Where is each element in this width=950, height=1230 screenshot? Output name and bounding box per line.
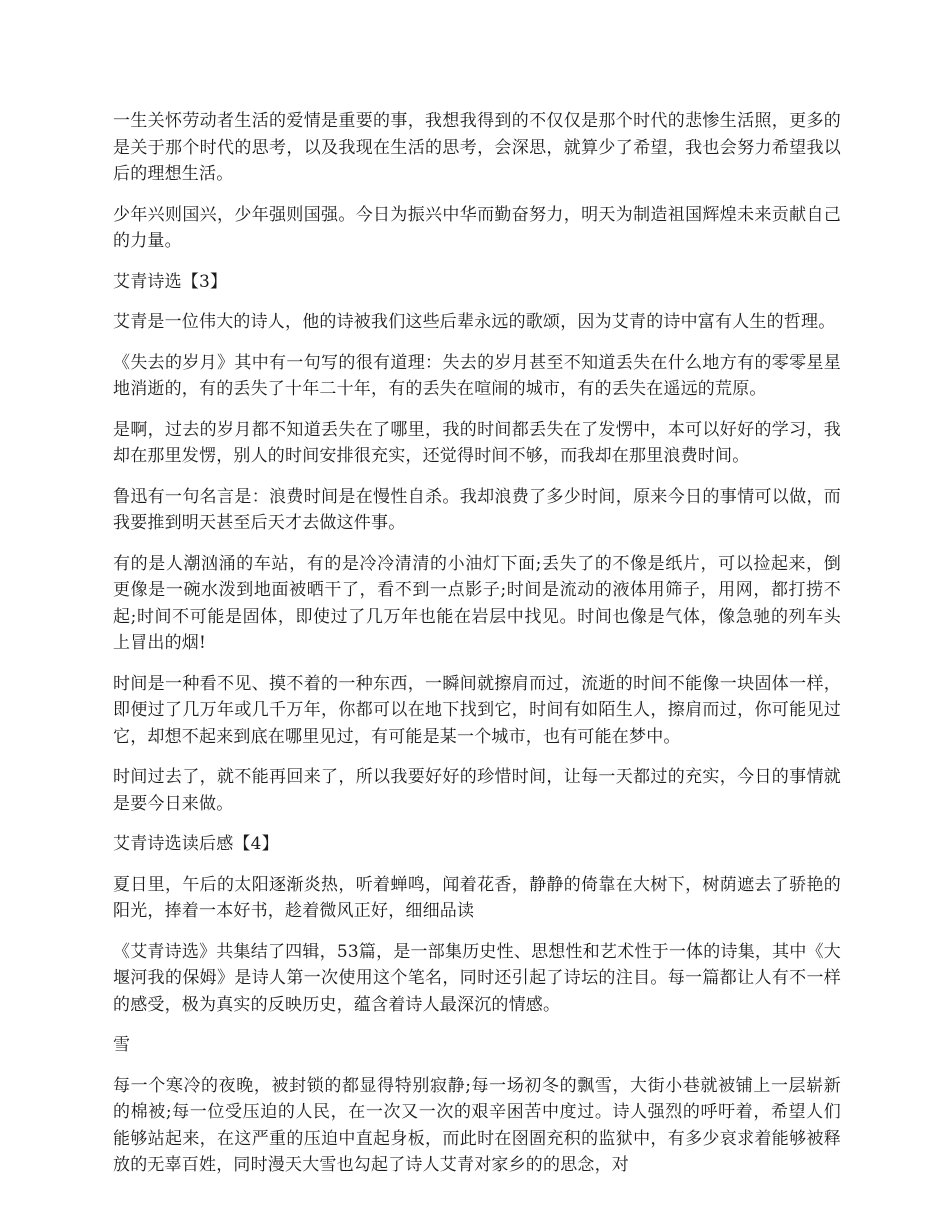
paragraph-7: 有的是人潮汹涌的车站，有的是冷冷清清的小油灯下面;丢失了的不像是纸片，可以捡起来，倒更像是一碗水泼到地面被晒干了，看不到一点影子;时间是流动的液体用筛子，用网，都打捞不起;时间不可能是固体，即使过了几万年也能在岩层中找见。时间也像是气体，像急驰的列车头上冒出的烟!	[113, 553, 841, 653]
section-heading-snow: 雪	[113, 1035, 131, 1055]
document-body	[113, 108, 841, 1193]
paragraph-4: 《失去的岁月》其中有一句写的很有道理：失去的岁月甚至不知道丢失在什么地方有的零零星星地消逝的，有的丢失了十年二十年，有的丢失在喧闹的城市，有的丢失在遥远的荒原。	[113, 352, 841, 399]
paragraph-6: 鲁迅有一句名言是：浪费时间是在慢性自杀。我却浪费了多少时间，原来今日的事情可以做，而我要推到明天甚至后天才去做这件事。	[113, 486, 841, 533]
paragraph-3: 艾青是一位伟大的诗人，他的诗被我们这些后辈永远的歌颂，因为艾青的诗中富有人生的哲理。	[113, 312, 836, 332]
paragraph-9: 时间过去了，就不能再回来了，所以我要好好的珍惜时间，让每一天都过的充实，今日的事情就是要今日来做。	[113, 767, 841, 814]
paragraph-5: 是啊，过去的岁月都不知道丢失在了哪里，我的时间都丢失在了发愣中，本可以好好的学习，我却在那里发愣，别人的时间安排很充实，还觉得时间不够，而我却在那里浪费时间。	[113, 419, 841, 466]
section-heading-3: 艾青诗选【3】	[113, 271, 228, 292]
section-heading-4: 艾青诗选读后感【4】	[113, 834, 279, 854]
paragraph-12: 每一个寒冷的夜晚，被封锁的都显得特别寂静;每一场初冬的飘雪，大街小巷就被铺上一层崭新的棉被;每一位受压迫的人民，在一次又一次的艰辛困苦中度过。诗人强烈的呼吁着，希望人们能够站起来，在这严重的压迫中直起身板，而此时在囹圄充积的监狱中，有多少哀求着能够被释放的无辜百姓，同时漫天大雪也勾起了诗人艾青对家乡的的思念，对	[113, 1075, 841, 1175]
paragraph-8: 时间是一种看不见、摸不着的一种东西，一瞬间就擦肩而过，流逝的时间不能像一块固体一样，即便过了几万年或几千万年，你都可以在地下找到它，时间有如陌生人，擦肩而过，你可能见过它，却想不起来到底在哪里见过，有可能是某一个城市，也有可能在梦中。	[113, 673, 841, 747]
paragraph-1: 一生关怀劳动者生活的爱情是重要的事，我想我得到的不仅仅是那个时代的悲惨生活照，更多的是关于那个时代的思考，以及我现在生活的思考，会深思，就算少了希望，我也会努力希望我以后的理想生活。	[113, 111, 841, 184]
paragraph-11: 《艾青诗选》共集结了四辑，53篇，是一部集历史性、思想性和艺术性于一体的诗集，其中《大堰河我的保姆》是诗人第一次使用这个笔名，同时还引起了诗坛的注目。每一篇都让人有不一样的感受，极为真实的反映历史，蕴含着诗人最深沉的情感。	[113, 941, 841, 1015]
paragraph-2: 少年兴则国兴，少年强则国强。今日为振兴中华而勤奋努力，明天为制造祖国辉煌未来贡献自己的力量。	[113, 204, 841, 251]
paragraph-10: 夏日里，午后的太阳逐渐炎热，听着蝉鸣，闻着花香，静静的倚靠在大树下，树荫遮去了骄艳的阳光，捧着一本好书，趁着微风正好，细细品读	[113, 874, 841, 921]
